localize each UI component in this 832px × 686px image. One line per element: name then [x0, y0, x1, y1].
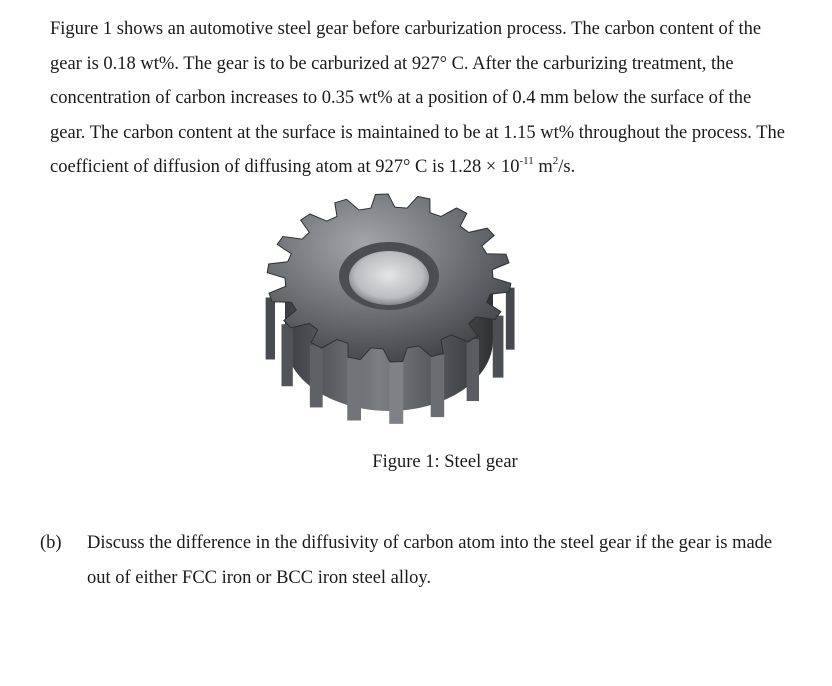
steel-gear-figure [258, 190, 528, 430]
question-text: Discuss the difference in the diffusivity of carbon atom into the steel gear if the gear is made out of either FCC iron or BCC iron steel alloy. [87, 533, 773, 588]
problem-statement [50, 12, 790, 185]
gear-tooth-side [506, 288, 515, 350]
steel-gear-image [258, 190, 528, 430]
figure-caption: Figure 1: Steel gear [372, 452, 518, 472]
problem-text: Figure 1 shows an automotive steel gear before carburization process. The carbon content of the gear is 0.18 wt%. The gear is to be carburized at 927° C. After the carburizing treatment, the concentration of carbon increases to 0.35 wt% at a position of 0.4 mm below the surface of the gear. The carbon content at the surface is maintained to be at 1.15 wt% throughout the process. The coefficient of diffusion of diffusing atom at 927° C is 1.28 × 10 [50, 19, 785, 177]
gear-bore [349, 251, 429, 305]
gear-tooth-side [389, 362, 403, 424]
question-label: (b) [40, 533, 62, 553]
gear-tooth-side [310, 345, 323, 407]
gear-tooth-side [467, 339, 479, 401]
gear-tooth-side [281, 324, 292, 386]
unit-base: m [533, 157, 553, 177]
gear-tooth-side [493, 316, 504, 378]
gear-tooth-side [266, 297, 275, 359]
unit-tail: /s. [558, 157, 576, 177]
exponent: -11 [519, 154, 534, 167]
gear-tooth-side [347, 358, 361, 420]
unit-exponent: 2 [552, 154, 559, 167]
gear-tooth-side [431, 355, 445, 417]
